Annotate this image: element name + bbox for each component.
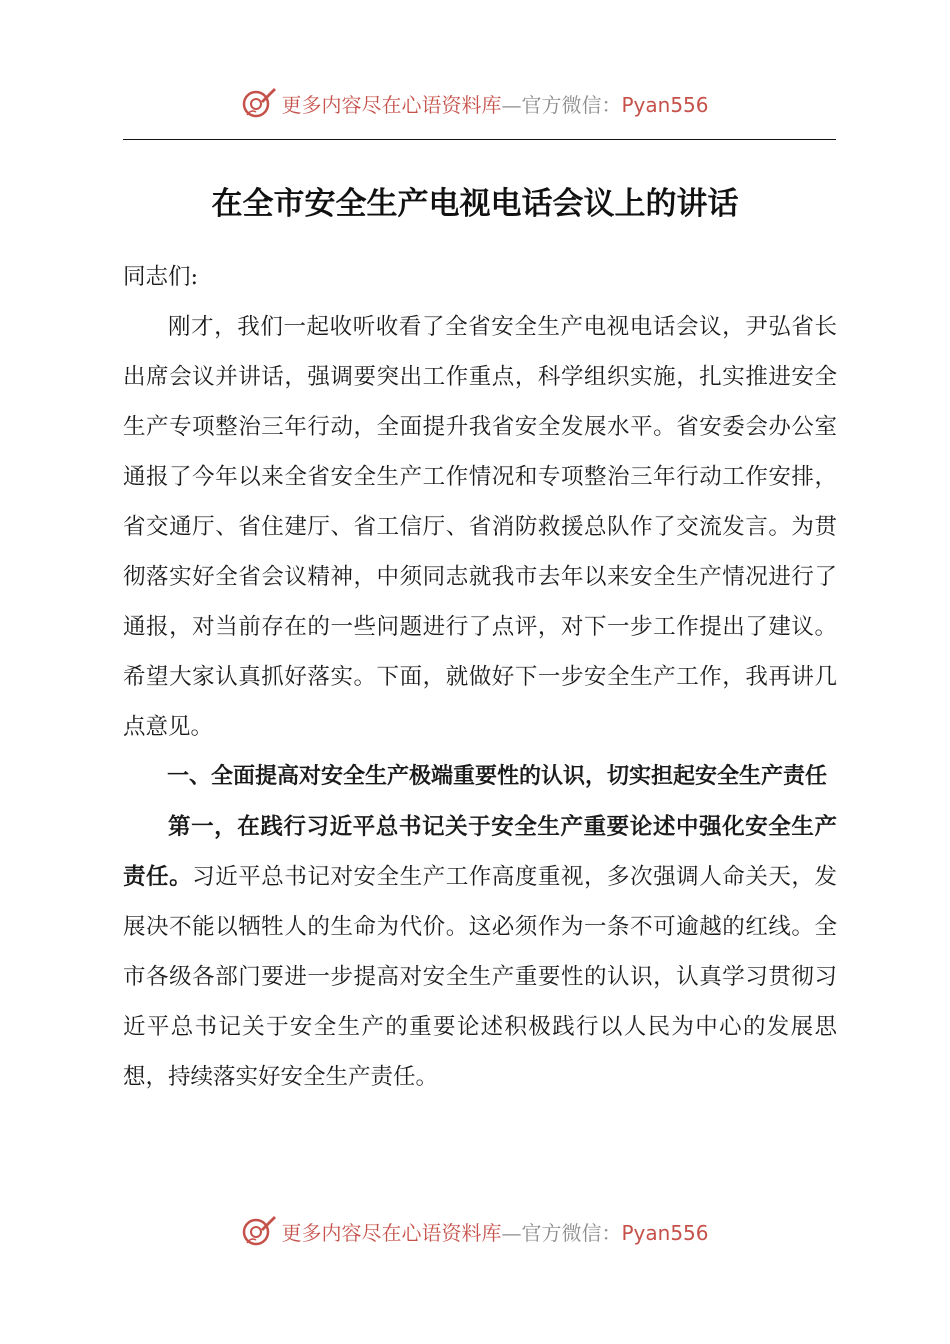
page-title: 在全市安全生产电视电话会议上的讲话 xyxy=(211,186,739,222)
header-rule xyxy=(123,139,836,140)
pen-logo-icon xyxy=(241,85,277,121)
paragraph-2-lead: 第一，在践行习近平总书记关于安全生产重要论述中强化安全生产责任。 xyxy=(123,814,837,890)
watermark-text: 更多内容尽在心语资料库—官方微信：Pyan556 xyxy=(281,92,709,117)
paragraph-2 xyxy=(123,802,837,1102)
watermark-text: 更多内容尽在心语资料库—官方微信：Pyan556 xyxy=(281,1220,709,1245)
footer-watermark xyxy=(0,1211,950,1251)
header-watermark xyxy=(0,83,950,123)
paragraph-2-text: 习近平总书记对安全生产工作高度重视，多次强调人命关天，发展决不能以牺牲人的生命为代价。这必须作为一条不可逾越的红线。全市各级各部门要进一步提高对安全生产重要性的认识，认真学习贯彻习近平总书记关于安全生产的重要论述积极践行以人民为中心的发展思想，持续落实好安全生产责任。 xyxy=(123,864,837,1090)
pen-logo-icon xyxy=(241,1213,277,1249)
salutation: 同志们: xyxy=(123,264,199,290)
section-heading-1: 一、全面提高对安全生产极端重要性的认识，切实担起安全生产责任 xyxy=(167,764,828,789)
paragraph-1: 刚才，我们一起收听收看了全省安全生产电视电话会议，尹弘省长出席会议并讲话，强调要突出工作重点，科学组织实施，扎实推进安全生产专项整治三年行动，全面提升我省安全发展水平。省安委会办公室通报了今年以来全省安全生产工作情况和专项整治三年行动工作安排，省交通厅、省住建厅、省工信厅、省消防救援总队作了交流发言。为贯彻落实好全省会议精神，中须同志就我市去年以来安全生产情况进行了通报，对当前存在的一些问题进行了点评，对下一步工作提出了建议。希望大家认真抓好落实。下面，就做好下一步安全生产工作，我再讲几点意见。 xyxy=(123,314,837,740)
document-body xyxy=(123,252,837,1102)
